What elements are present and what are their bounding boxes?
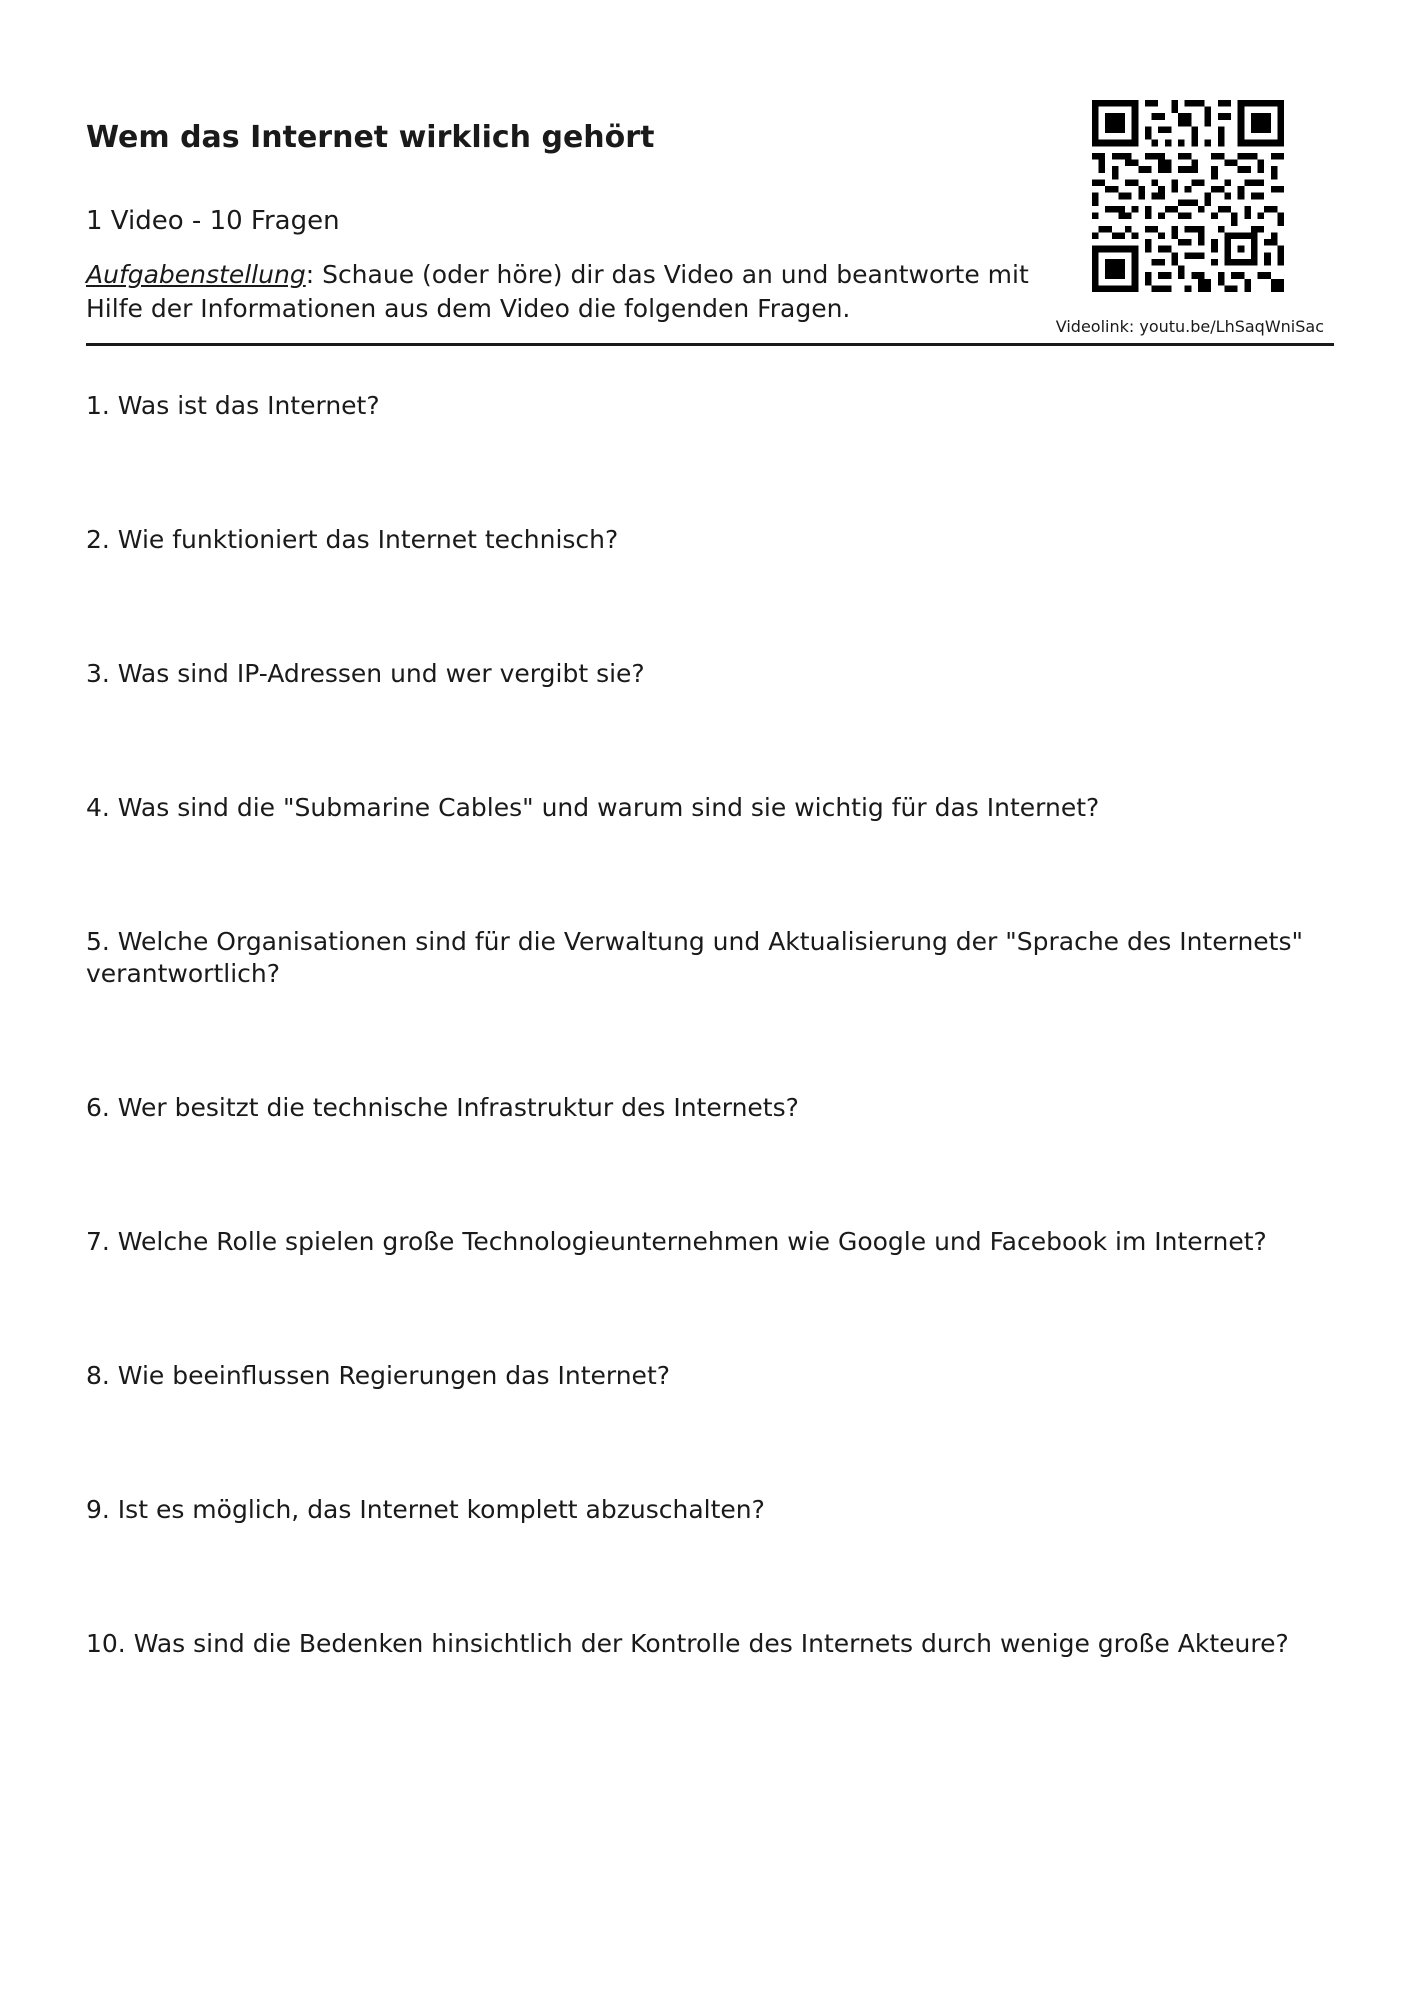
question-2: 2. Wie funktioniert das Internet technisch? (86, 525, 619, 554)
instructions-label: Aufgabenstellung (86, 260, 306, 289)
question-3: 3. Was sind IP-Adressen und wer vergibt sie? (86, 659, 645, 688)
question-9: 9. Ist es möglich, das Internet komplett abzuschalten? (86, 1495, 765, 1524)
question-10: 10. Was sind die Bedenken hinsichtlich der Kontrolle des Internets durch wenige große Akteure? (86, 1629, 1289, 1658)
question-8: 8. Wie beeinflussen Regierungen das Internet? (86, 1361, 671, 1390)
question-7: 7. Welche Rolle spielen große Technologieunternehmen wie Google und Facebook im Internet? (86, 1227, 1267, 1256)
question-5: 5. Welche Organisationen sind für die Verwaltung und Aktualisierung der "Sprache des Internets" verantwortlich? (86, 927, 1304, 988)
subtitle: 1 Video - 10 Fragen (86, 206, 340, 236)
video-link[interactable]: Videolink: youtu.be/LhSaqWniSac (1055, 317, 1324, 336)
question-6: 6. Wer besitzt die technische Infrastruktur des Internets? (86, 1093, 799, 1122)
instructions-text: : Schaue (oder höre) dir das Video an und beantworte mit Hilfe der Informationen aus dem Video die folgenden Fragen. (86, 260, 1029, 323)
qr-code-icon[interactable] (1092, 100, 1284, 292)
page-title: Wem das Internet wirklich gehört (86, 120, 655, 155)
header-divider (86, 343, 1334, 346)
instructions (86, 258, 1046, 326)
question-4: 4. Was sind die "Submarine Cables" und warum sind sie wichtig für das Internet? (86, 793, 1100, 822)
question-1: 1. Was ist das Internet? (86, 391, 380, 420)
